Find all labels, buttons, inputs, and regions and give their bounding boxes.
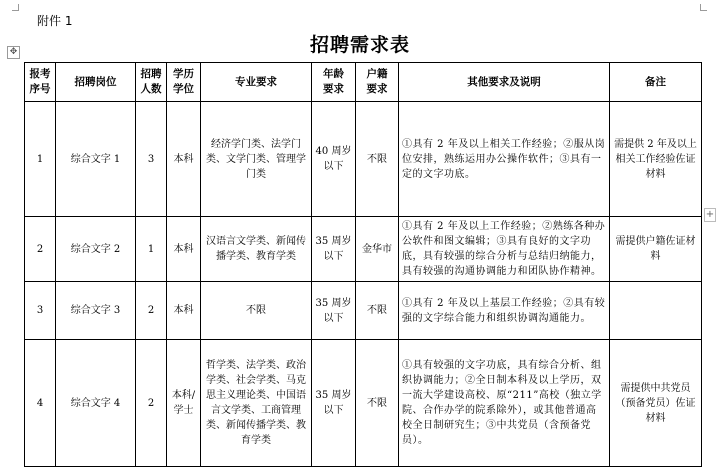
cell-major: 哲学类、法学类、政治学类、社会学类、马克思主义理论类、中国语言文学类、工商管理类、新闻传播学类、教育学类 bbox=[201, 340, 312, 467]
header-age: 年龄 要求 bbox=[312, 63, 356, 102]
cell-no: 3 bbox=[25, 282, 56, 340]
cell-other: ①具有 2 年及以上工作经验；②熟练各种办公软件和图文编辑；③具有良好的文字功底，具有较强的综合分析与总结归纳能力，具有较强的沟通协调能力和团队协作精神。 bbox=[399, 217, 610, 282]
cell-education: 本科 bbox=[167, 282, 201, 340]
page-corner-mark-left bbox=[12, 4, 19, 11]
table-row bbox=[25, 217, 702, 282]
cell-note: 需提供户籍佐证材料 bbox=[610, 217, 702, 282]
table-header-row bbox=[25, 63, 702, 102]
header-major: 专业要求 bbox=[201, 63, 312, 102]
cell-major: 不限 bbox=[201, 282, 312, 340]
cell-other: ①具有 2 年及以上基层工作经验；②具有较强的文字综合能力和组织协调沟通能力。 bbox=[399, 282, 610, 340]
cell-major: 经济学门类、法学门类、文学门类、管理学门类 bbox=[201, 102, 312, 217]
cell-note bbox=[610, 282, 702, 340]
header-no: 报考 序号 bbox=[25, 63, 56, 102]
cell-other: ①具有 2 年及以上相关工作经验；②服从岗位安排，熟练运用办公操作软件；③具有一定的文字功底。 bbox=[399, 102, 610, 217]
header-count: 招聘 人数 bbox=[136, 63, 167, 102]
header-note: 备注 bbox=[610, 63, 702, 102]
cell-position: 综合文字 1 bbox=[56, 102, 136, 217]
cell-note: 需提供 2 年及以上相关工作经验佐证材料 bbox=[610, 102, 702, 217]
header-other: 其他要求及说明 bbox=[399, 63, 610, 102]
cell-position: 综合文字 3 bbox=[56, 282, 136, 340]
add-column-icon[interactable]: + bbox=[705, 209, 715, 220]
cell-note: 需提供中共党员（预备党员）佐证材料 bbox=[610, 340, 702, 467]
header-position: 招聘岗位 bbox=[56, 63, 136, 102]
page-title: 招聘需求表 bbox=[309, 34, 410, 56]
header-education: 学历 学位 bbox=[167, 63, 201, 102]
recruitment-table bbox=[24, 62, 702, 467]
cell-household: 不限 bbox=[356, 340, 399, 467]
cell-education: 本科 bbox=[167, 217, 201, 282]
attachment-label: 附件 1 bbox=[37, 14, 73, 28]
cell-education: 本科 bbox=[167, 102, 201, 217]
table-move-handle-icon[interactable]: ✥ bbox=[7, 46, 20, 59]
cell-household: 金华市 bbox=[356, 217, 399, 282]
cell-other: ①具有较强的文字功底，具有综合分析、组织协调能力；②全日制本科及以上学历，双一流大学建设高校、原“211”高校（独立学院、合作办学的院系除外），或其他普通高校全日制研究生；③中共党员（含预备党员）。 bbox=[399, 340, 610, 467]
cell-no: 2 bbox=[25, 217, 56, 282]
cell-age: 35 周岁以下 bbox=[312, 340, 356, 467]
table-row bbox=[25, 102, 702, 217]
page-corner-mark-right bbox=[700, 4, 707, 11]
cell-age: 40 周岁以下 bbox=[312, 102, 356, 217]
cell-education: 本科/学士 bbox=[167, 340, 201, 467]
cell-count: 1 bbox=[136, 217, 167, 282]
cell-position: 综合文字 2 bbox=[56, 217, 136, 282]
cell-household: 不限 bbox=[356, 102, 399, 217]
table-row bbox=[25, 282, 702, 340]
cell-age: 35 周岁以下 bbox=[312, 282, 356, 340]
cell-count: 2 bbox=[136, 340, 167, 467]
cell-major: 汉语言文学类、新闻传播学类、教育学类 bbox=[201, 217, 312, 282]
cell-no: 1 bbox=[25, 102, 56, 217]
cell-no: 4 bbox=[25, 340, 56, 467]
cell-household: 不限 bbox=[356, 282, 399, 340]
header-household: 户籍 要求 bbox=[356, 63, 399, 102]
cell-position: 综合文字 4 bbox=[56, 340, 136, 467]
cell-count: 2 bbox=[136, 282, 167, 340]
table-row bbox=[25, 340, 702, 467]
cell-count: 3 bbox=[136, 102, 167, 217]
cell-age: 35 周岁以下 bbox=[312, 217, 356, 282]
